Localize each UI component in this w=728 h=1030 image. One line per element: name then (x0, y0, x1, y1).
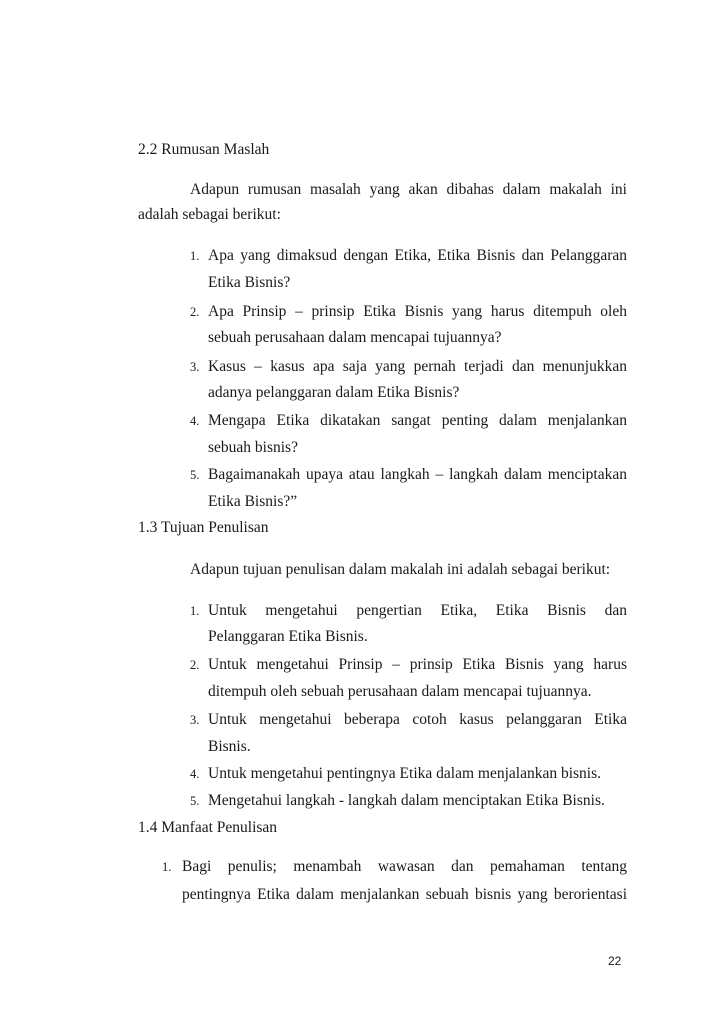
list-item-line: Etika Bisnis? (208, 274, 291, 291)
list-item-line: Kasus – kasus apa saja yang pernah terjadi dan menunjukkan (208, 358, 627, 375)
section-heading-2-2: 2.2 Rumusan Maslah (138, 141, 270, 158)
list-item-line: Bagaimanakah upaya atau langkah – langkah dalam menciptakan (208, 466, 627, 483)
list-item-number: 3. (190, 713, 200, 727)
section-2-2-intro-line2: adalah sebagai berikut: (138, 206, 281, 223)
list-item-line: ditempuh oleh sebuah perusahaan dalam mencapai tujuannya. (208, 683, 592, 700)
list-item-number: 2. (190, 305, 200, 319)
list-item-number: 4. (190, 767, 200, 781)
list-item-line: Untuk mengetahui Prinsip – prinsip Etika Bisnis yang harus (208, 656, 627, 673)
list-item-number: 1. (162, 860, 172, 874)
list-item-line: Apa Prinsip – prinsip Etika Bisnis yang harus ditempuh oleh (208, 303, 627, 320)
list-item-line: pentingnya Etika dalam menjalankan sebuah bisnis yang berorientasi (182, 886, 627, 903)
page-number: 22 (608, 954, 622, 968)
list-item-line: Untuk mengetahui pentingnya Etika dalam menjalankan bisnis. (208, 765, 602, 782)
list-item-line: Apa yang dimaksud dengan Etika, Etika Bisnis dan Pelanggaran (208, 247, 627, 264)
list-item-number: 5. (190, 794, 200, 808)
list-item-number: 1. (190, 249, 200, 263)
list-item-line: Mengapa Etika dikatakan sangat penting dalam menjalankan (208, 412, 627, 429)
list-item-line: Untuk mengetahui beberapa cotoh kasus pelanggaran Etika (208, 711, 627, 728)
list-item-line: Etika Bisnis?” (208, 493, 298, 510)
list-item-line: Pelanggaran Etika Bisnis. (208, 628, 368, 645)
list-item-line: adanya pelanggaran dalam Etika Bisnis? (208, 384, 460, 401)
section-1-3-intro: Adapun tujuan penulisan dalam makalah ini adalah sebagai berikut: (190, 561, 611, 578)
section-heading-1-3: 1.3 Tujuan Penulisan (138, 519, 269, 536)
list-item-number: 2. (190, 658, 200, 672)
list-item-number: 1. (190, 604, 200, 618)
list-item-line: Mengetahui langkah - langkah dalam menciptakan Etika Bisnis. (208, 792, 605, 809)
list-item-number: 4. (190, 414, 200, 428)
section-2-2-intro-line1: Adapun rumusan masalah yang akan dibahas dalam makalah ini (190, 181, 627, 198)
list-item-line: sebuah bisnis? (208, 439, 298, 456)
list-item-line: Bisnis. (208, 738, 251, 755)
list-item-line: Bagi penulis; menambah wawasan dan pemahaman tentang (182, 858, 627, 875)
list-item-line: sebuah perusahaan dalam mencapai tujuannya? (208, 329, 502, 346)
list-item-line: Untuk mengetahui pengertian Etika, Etika Bisnis dan (208, 602, 627, 619)
section-heading-1-4: 1.4 Manfaat Penulisan (138, 819, 278, 836)
list-item-number: 5. (190, 468, 200, 482)
list-item-number: 3. (190, 360, 200, 374)
